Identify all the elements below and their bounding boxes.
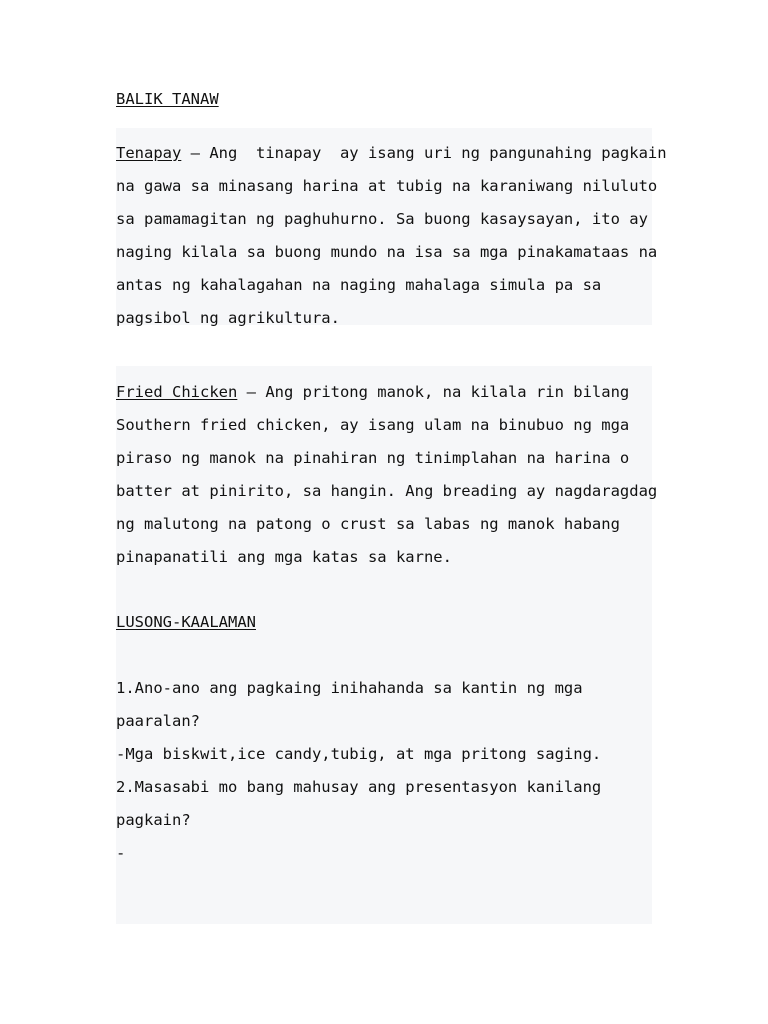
answer-2: - <box>116 844 126 862</box>
question-1-line-1: 1.Ano-ano ang pagkaing inihahanda sa kantin ng mga <box>116 679 583 697</box>
fried-chicken-line-6: pinapanatili ang mga katas sa karne. <box>116 548 452 566</box>
tenapay-line-2: na gawa sa minasang harina at tubig na karaniwang niluluto <box>116 177 658 195</box>
tenapay-line-4: naging kilala sa buong mundo na isa sa mga pinakamataas na <box>116 243 658 261</box>
heading-balik-tanaw: BALIK TANAW <box>116 90 219 108</box>
fried-chicken-definition-start: – Ang pritong manok, na kilala rin bilang <box>237 383 630 401</box>
tenapay-line-3: sa pamamagitan ng paghuhurno. Sa buong kasaysayan, ito ay <box>116 210 648 228</box>
question-2-line-1: 2.Masasabi mo bang mahusay ang presentasyon kanilang <box>116 778 602 796</box>
question-1-line-2: paaralan? <box>116 712 200 730</box>
fried-chicken-line-2: Southern fried chicken, ay isang ulam na binubuo ng mga <box>116 416 630 434</box>
fried-chicken-line-4: batter at pinirito, sa hangin. Ang breading ay nagdaragdag <box>116 482 658 500</box>
fried-chicken-line-1 <box>116 381 629 403</box>
term-tenapay: Tenapay <box>116 144 182 162</box>
tenapay-line-6: pagsibol ng agrikultura. <box>116 309 340 327</box>
tenapay-line-5: antas ng kahalagahan na naging mahalaga simula pa sa <box>116 276 602 294</box>
fried-chicken-line-3: piraso ng manok na pinahiran ng tinimplahan na harina o <box>116 449 630 467</box>
term-fried-chicken: Fried Chicken <box>116 383 238 401</box>
tenapay-definition-start: – Ang tinapay ay isang uri ng pangunahing pagkain <box>181 144 667 162</box>
answer-1: -Mga biskwit,ice candy,tubig, at mga pritong saging. <box>116 745 602 763</box>
heading-lusong-kaalaman: LUSONG-KAALAMAN <box>116 613 256 631</box>
fried-chicken-line-5: ng malutong na patong o crust sa labas ng manok habang <box>116 515 620 533</box>
tenapay-line-1 <box>116 142 667 164</box>
question-2-line-2: pagkain? <box>116 811 191 829</box>
